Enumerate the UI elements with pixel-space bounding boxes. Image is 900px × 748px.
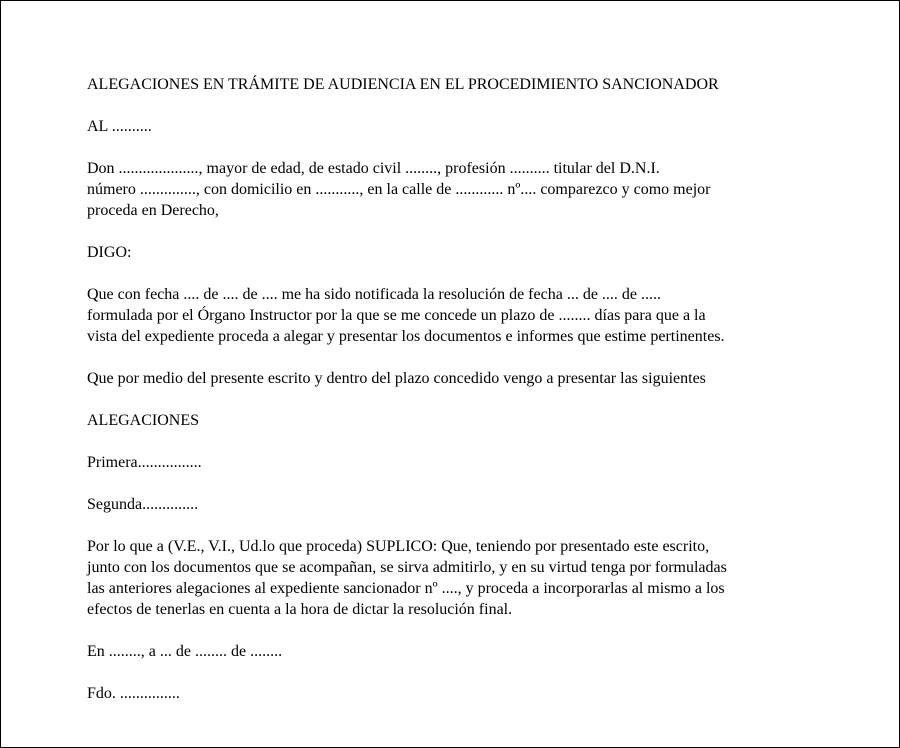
suplico-line: junto con los documentos que se acompañan, se sirva admitirlo, y en su virtud tenga por formuladas	[87, 559, 727, 576]
place-date-line: En ........, a ... de ........ de ........	[87, 643, 283, 660]
suplico-line: Por lo que a (V.E., V.I., Ud.lo que proceda) SUPLICO: Que, teniendo por presentado este escrito,	[87, 538, 710, 555]
document-body	[87, 74, 827, 725]
presentation-paragraph: Que por medio del presente escrito y dentro del plazo concedido vengo a presentar las siguientes	[87, 370, 706, 387]
intro-line: número .............., con domicilio en ..........., en la calle de ............ nº.... comparezco y como mejor	[87, 181, 711, 198]
suplico-line: efectos de tenerlas en cuenta a la hora de dictar la resolución final.	[87, 601, 513, 618]
suplico-paragraph	[87, 536, 827, 620]
alegacion-primera: Primera................	[87, 454, 202, 471]
suplico-line: las anteriores alegaciones al expediente sancionador nº ...., y proceda a incorporarlas al mismo a los	[87, 580, 725, 597]
intro-line: Don ...................., mayor de edad, de estado civil ........, profesión .......... titular del D.N.I.	[87, 160, 660, 177]
notification-line: formulada por el Órgano Instructor por la que se me concede un plazo de ........ días para que a la	[87, 307, 706, 324]
alegacion-segunda: Segunda..............	[87, 496, 199, 513]
notification-paragraph	[87, 284, 827, 347]
intro-paragraph	[87, 158, 827, 221]
document-title: ALEGACIONES EN TRÁMITE DE AUDIENCIA EN EL PROCEDIMIENTO SANCIONADOR	[87, 76, 719, 93]
intro-line: proceda en Derecho,	[87, 202, 219, 219]
notification-line: Que con fecha .... de .... de .... me ha sido notificada la resolución de fecha ... de .... de .....	[87, 286, 662, 303]
digo-heading: DIGO:	[87, 244, 132, 261]
signature-line: Fdo. ...............	[87, 685, 180, 702]
notification-line: vista del expediente proceda a alegar y presentar los documentos e informes que estime pertinentes.	[87, 328, 725, 345]
addressee: AL ..........	[87, 118, 152, 135]
alegaciones-heading: ALEGACIONES	[87, 412, 199, 429]
